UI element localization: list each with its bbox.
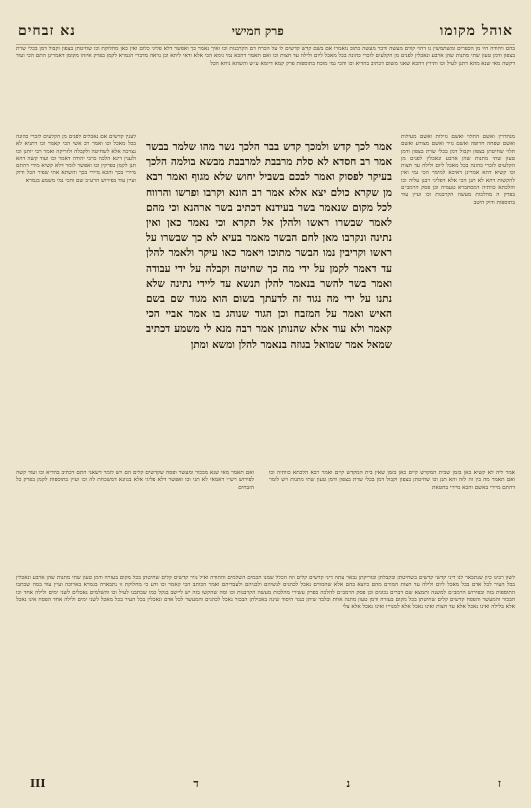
- header-chapter: פרק חמישי: [231, 23, 284, 38]
- signature-line: [30, 774, 501, 792]
- header-folio: נא זבחים: [18, 22, 76, 39]
- signature-mark-3: ד: [193, 776, 199, 790]
- bottom-commentary: לשון רבינו כיון שנתבאר לנו דיני קדשי קדשים בשחיטתן ובקבלתן ובזריקתן נבאר עתה דיני קדשים קלים וזה הכלל שמנו חכמים השלמים והתודה ואיל נזיר קדשים קלים שחיטתן בכל מקום בעזרה ודמן טעון שתי מתנות שהן ארבע ונאכלין בכל העיר לכל אדם בכל מאכל ליום ולילה עד חצות המורם מהם כיוצא בהם אלא שהמורם נאכל לכהנים לנשיהם ולבניהם ולעבדיהם ואמר הכותב הכי קאמר וכו ודע כי מחלוקת זו נתבארה בגמרא בארוכה ועיין עוד במה שכתבו התוספות בזה ובפירוש הרמב״ם למשנה ותמצא שם דברים נכונים וכן פסק הרמב״ם להלכה בפרק עשירי מהלכות מעשה הקרבנות וכו ומה שהקשו בזה יש ליישב בנקל כמו שכתבנו לעיל וכו והשלמים נאכלים לשני ימים ולילה אחד וכו הבכור והמעשר והפסח קדשים קלים שחיטתן בכל מקום בעזרה ודמן טעון מתנה אחת ובלבד שיתן כנגד היסוד שינה באכילתן הבכור נאכל לכהנים והמעשר לכל אדם ונאכלין בכל העיר בכל מאכל לשני ימים ולילה אחד הפסח אינו נאכל אלא בלילה ואינו נאכל אלא עד חצות ואינו נאכל אלא למנוייו ואינו נאכל אלא צלי: [16, 575, 515, 611]
- top-commentary: בהם ויהודה היו מן הכפרים ומשתמשין נו דהוי קודם מעשה ודבר מעשה כתוב נואמרו אם בשם קדש קדשים לו על הכרח דם הקרבנות וכו ואיך נאמר כך ואפשר דלא פליגי כלום ואין כאן מחלוקת וכו שחיטתן בצפון וקבול דמן בכלי שרת בצפון ודמן טעון שתי מתנות שהן ארבע ונאכלין לפנים מן הקלעים לזכרי כהונה בכל מאכל ליום ולילה עד חצות וכו ואם תאמר דהכא נמי נימא הכי אלא ודאי ליתא וכן נראה מדברי הגמרא לקמן בפרק איזהו מקומן דאמרינן התם הכי ועוד דקשה מאי שנא מהא דתנן לעיל וכו ותירץ דהכא שאני משום דכתיב בהדיא וכו והכי נמי מוכח בתוספות פרק קמא דיומא ע״ש והשתא ניחא הכל: [16, 46, 515, 67]
- signature-mark-2: נ: [346, 776, 351, 790]
- header-rule: [16, 44, 515, 45]
- signature-mark-1: ז: [497, 776, 501, 790]
- right-commentary-column: מנהדרין ואשם התלוי ואשם גזילות ואשם מעילות ואשם שפחה חרופה ואשם נזיר ואשם מצורע ואשם תלוי שחיטתן בצפון וקבול דמן בכלי שרת בצפון ודמן טעון שתי מתנות שהן ארבע ונאכלין לפנים מן הקלעים לזכרי כהונה בכל מאכל ליום ולילה עד חצות וכו קשיא דהא אמרינן דאיכא למימר הכי נמי ואין להקשות דהא לא תנן הכי אלא דפליגי רבנן עליה וכו והלכתא כוותיה דמסתברא טעמיה וכן פסק הרמב״ם בפרק ה מהלכות מעשה הקרבנות וכו ועיין עוד בתוספות ודוק היטב: [401, 134, 515, 206]
- running-header: [18, 20, 513, 42]
- middle-right-commentary: אמר ליה לא קשיא כאן בזמן שבית המקדש קיים כאן בזמן שאין בית המקדש קיים ואמר רבא הלכתא כוותיה וכו ואם תאמר מה בין זה לזה והא תנן וכו שחיטתן בצפון וקבול דמן בכלי שרת בצפון ודמן טעון שתי מתנות ויש לומר דהתם מיירי באשם והכא מיירי בחטאת: [269, 470, 515, 491]
- middle-left-commentary: ואם תאמר מאי שנא מבכור ומעשר ופסח שקדשים קלים הם ויש לומר דשאני התם דכתיב בהדיא וכו ועוד קשה לפירוש רש״י דאמאי לא תני וכו ואפשר דלא פליגי אלא בגוונא דמשכחת לה וכו ועיין בתוספות לקמן בפרק כל הזבחים: [16, 470, 254, 491]
- signature-mark-4: III: [30, 776, 46, 790]
- left-commentary-column: לענין קדשים אם נאכלים לפנים מן הקלעים לזכרי כהונה בכל מאכל וכו ואמר רב אשי הכי קאמר וכו דתניא לא נצרכה אלא לשחיטה ולקבלה ולזריקה ואמר רבי יוחנן וכו ולענין דינא הלכה כרבי יהודה דאמר וכו ועוד קשה דהא תנן לקמן בפרקין וכו ואפשר לומר דלא קשיא מידי דהתם מיירי בכך והכא מיירי בכך והשתא אתי שפיר הכל ודוק ועיין עוד בפירוש הרע״ב שם והכי נמי משמע בגמרא: [16, 134, 136, 184]
- header-right-title: אוהל מקומו: [439, 22, 513, 39]
- main-talmud-text: אמר לכך קדש ולמכך קדש בבר הלכך נשר מהו שלמר בבשר אמר רב חסדא לא סלת מרבבת למרבבת מבשא בולמה הלכך בעיקר לפסוק ואמר לבכם בשביל יחוש שלא מגוף ואמר רבא מן שקרא כולם יצא אלא אמר רב הונא וקרבו ופרשו והרווח לכל מקום שנאמר בשר בעידנא דכתיב בשר ארהנא וכי מהם לאמר שבשרו ראשו ולהלן אל תקרא וכי נאמר כאן ואין נתינה ונקרבו מאן לחם הבשר מאמר בעיא לא כך שבשרו על ראשו וקריבין נמו הבשר מתוכו ויאמר כאו עיקר ולאמר להלן עד דאמר לקמן על ידי מה כך שחיטה וקבלה על ידי עבודה ואמר בשר להשר בנאמר להלן תנשא עד ליידי נתינה שלא נתנו על ידי מה נגוד זה לדעתך בשום הוא מגוד שם בשם האיש ואמר על המזבח וכן הגוד שנוהג בו אמר אביי הכי קאמר ולא עוד אלא שהנותן אמר רבה מנא לי משמע דכתיב שמאל אמר שמואל בגוזה בנאמר להלן ומשא ומתן: [146, 141, 392, 351]
